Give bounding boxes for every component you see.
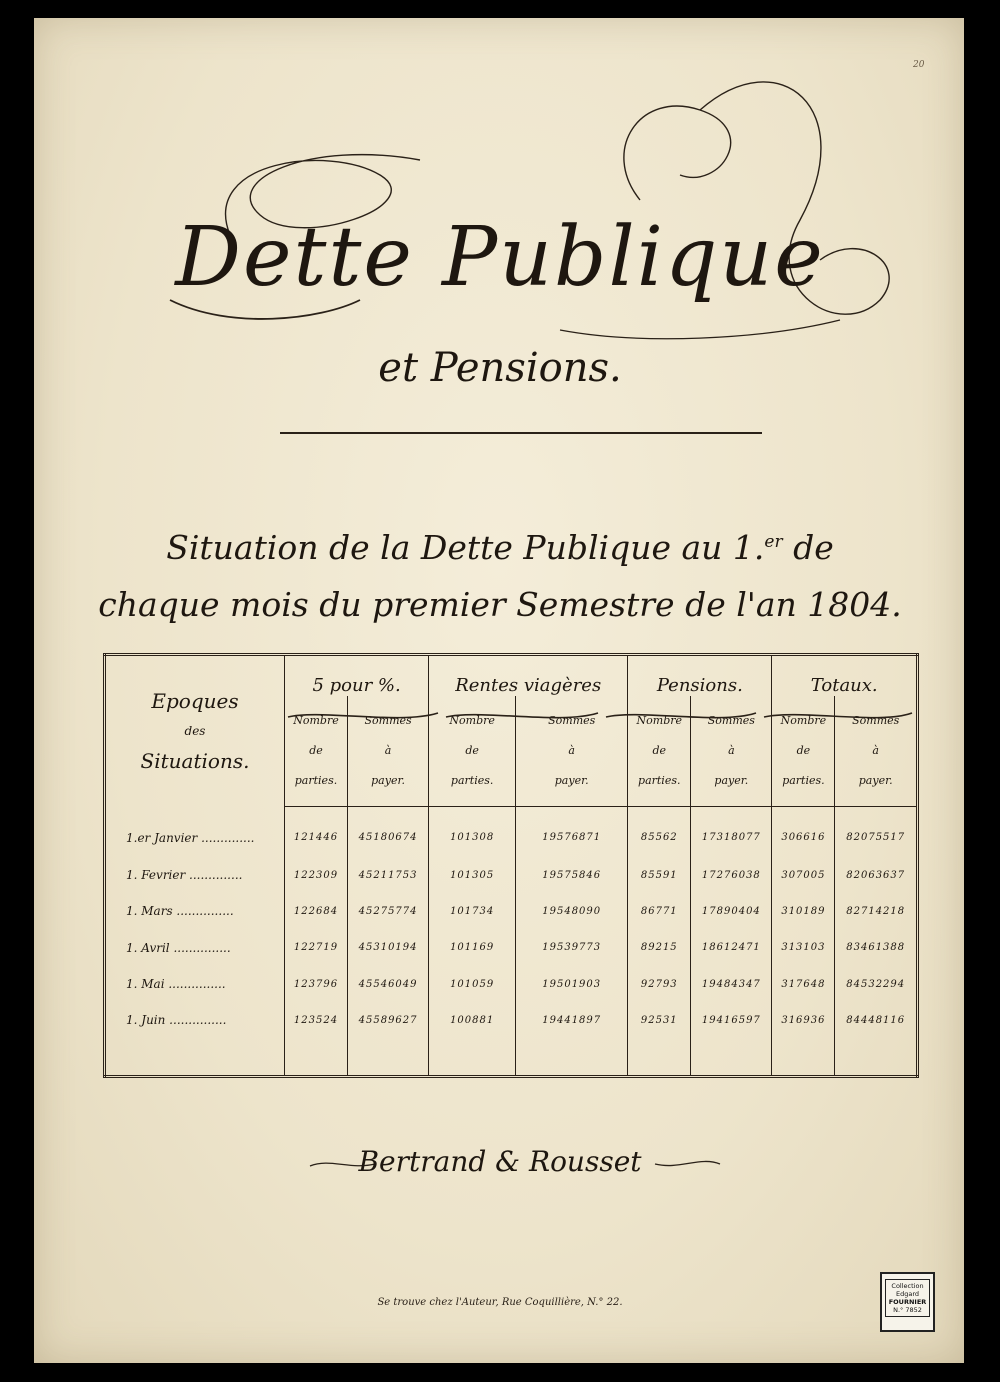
- value-cell: 45275774: [348, 893, 429, 929]
- nombre-header: Nombre de parties.: [772, 696, 835, 807]
- sommes-header: Sommes à payer.: [691, 696, 772, 807]
- value-cell: 18612471: [691, 930, 772, 966]
- value-cell: 45589627: [348, 1002, 429, 1038]
- sommes-header: Sommes à payer.: [835, 696, 918, 807]
- title-divider: [280, 432, 762, 434]
- collection-stamp: Collection Edgard FOURNIER N.° 7852: [880, 1272, 935, 1332]
- value-cell: 101305: [429, 857, 516, 893]
- heading-line-1: Situation de la Dette Publique au 1.$^{er}$ de: [166, 528, 834, 567]
- value-cell: 17890404: [691, 893, 772, 929]
- page-number: 20: [913, 60, 925, 70]
- nombre-header: Nombre de parties.: [429, 696, 516, 807]
- table-row: [105, 930, 918, 966]
- table-row: [105, 857, 918, 893]
- value-cell: 19548090: [516, 893, 628, 929]
- epoch-cell: 1. Juin ...............: [126, 1013, 227, 1028]
- value-cell: 101308: [429, 807, 516, 857]
- publisher-address: Se trouve chez l'Auteur, Rue Coquillière, N.° 22.: [377, 1297, 623, 1308]
- table-spacer-row: [105, 1038, 918, 1076]
- value-cell: 19484347: [691, 966, 772, 1002]
- table-row: [105, 893, 918, 929]
- sommes-header: Sommes à payer.: [516, 696, 628, 807]
- nombre-header: Nombre de parties.: [628, 696, 691, 807]
- value-cell: 123796: [285, 966, 348, 1002]
- debt-table: [103, 653, 919, 1078]
- value-cell: 82714218: [835, 893, 918, 929]
- value-cell: 82075517: [835, 807, 918, 857]
- value-cell: 123524: [285, 1002, 348, 1038]
- engraver-signature: Bertrand & Rousset: [358, 1145, 642, 1178]
- value-cell: 122309: [285, 857, 348, 893]
- table-row: [105, 807, 918, 857]
- value-cell: 82063637: [835, 857, 918, 893]
- table-row: [105, 1002, 918, 1038]
- value-cell: 310189: [772, 893, 835, 929]
- nombre-header: Nombre de parties.: [285, 696, 348, 807]
- value-cell: 316936: [772, 1002, 835, 1038]
- group-header: Totaux.: [772, 655, 918, 697]
- epoch-cell: 1. Fevrier ..............: [126, 868, 243, 883]
- epoch-cell: 1. Mai ...............: [126, 977, 226, 991]
- value-cell: 307005: [772, 857, 835, 893]
- group-header: 5 pour %.: [285, 655, 429, 697]
- group-header: Rentes viagères: [429, 655, 628, 697]
- sommes-header: Sommes à payer.: [348, 696, 429, 807]
- value-cell: 306616: [772, 807, 835, 857]
- value-cell: 101169: [429, 930, 516, 966]
- epoques-header: Epoques des Situations.: [140, 689, 250, 774]
- value-cell: 45180674: [348, 807, 429, 857]
- epoch-cell: 1. Mars ...............: [126, 904, 234, 919]
- value-cell: 19539773: [516, 930, 628, 966]
- value-cell: 85562: [628, 807, 691, 857]
- epoch-cell: 1. Avril ...............: [126, 940, 231, 955]
- value-cell: 92531: [628, 1002, 691, 1038]
- value-cell: 83461388: [835, 930, 918, 966]
- value-cell: 19576871: [516, 807, 628, 857]
- table-row: [105, 966, 918, 1002]
- value-cell: 17318077: [691, 807, 772, 857]
- value-cell: 101734: [429, 893, 516, 929]
- value-cell: 17276038: [691, 857, 772, 893]
- document-subtitle: et Pensions.: [378, 345, 622, 391]
- value-cell: 122684: [285, 893, 348, 929]
- value-cell: 89215: [628, 930, 691, 966]
- value-cell: 45546049: [348, 966, 429, 1002]
- value-cell: 19416597: [691, 1002, 772, 1038]
- value-cell: 19441897: [516, 1002, 628, 1038]
- value-cell: 317648: [772, 966, 835, 1002]
- value-cell: 100881: [429, 1002, 516, 1038]
- value-cell: 86771: [628, 893, 691, 929]
- value-cell: 45310194: [348, 930, 429, 966]
- value-cell: 122719: [285, 930, 348, 966]
- value-cell: 19575846: [516, 857, 628, 893]
- epoch-cell: 1.er Janvier ..............: [126, 830, 255, 845]
- group-header: Pensions.: [628, 655, 772, 697]
- value-cell: 45211753: [348, 857, 429, 893]
- heading-line-2: chaque mois du premier Semestre de l'an 1804.: [98, 585, 902, 624]
- value-cell: 313103: [772, 930, 835, 966]
- value-cell: 19501903: [516, 966, 628, 1002]
- value-cell: 121446: [285, 807, 348, 857]
- value-cell: 92793: [628, 966, 691, 1002]
- value-cell: 101059: [429, 966, 516, 1002]
- value-cell: 84532294: [835, 966, 918, 1002]
- document-title: Dette Publique: [175, 210, 825, 305]
- value-cell: 85591: [628, 857, 691, 893]
- value-cell: 84448116: [835, 1002, 918, 1038]
